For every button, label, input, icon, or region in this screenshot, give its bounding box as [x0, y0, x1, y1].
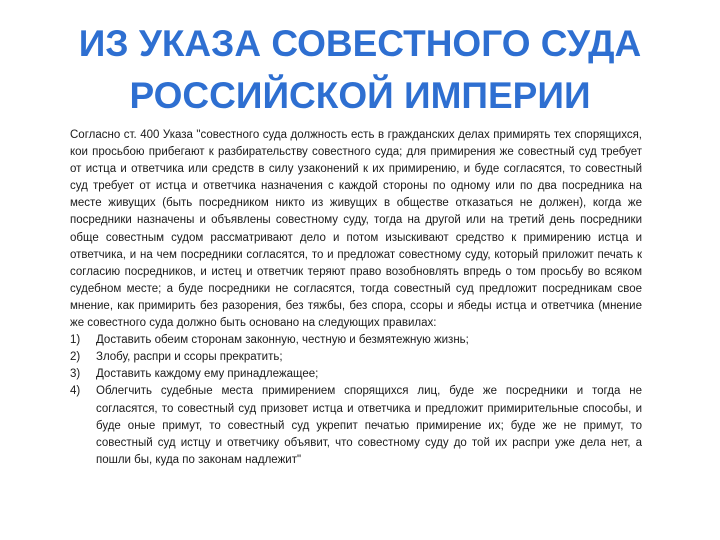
- rule-number: 2): [70, 351, 81, 364]
- rule-number: 1): [70, 334, 81, 347]
- rule-item-1: [70, 332, 642, 349]
- rule-number: 3): [70, 368, 81, 381]
- rule-text: Злобу, распри и ссоры прекратить;: [96, 351, 283, 364]
- slide-title: [40, 18, 680, 122]
- rule-item-3: [70, 366, 642, 383]
- slide-title-line-1: ИЗ УКАЗА СОВЕСТНОГО СУДА: [78, 23, 642, 64]
- rule-item-2: [70, 349, 642, 366]
- rule-number: 4): [70, 385, 81, 398]
- rule-text: Облегчить судебные места примирением спорящихся лиц, буде же посредники и тогда не согласятся, то совестный суд призовет истца и ответчика и предложит примирительные способы, и буде оные примут, то совестный суд укрепит печатью примирение их; буде же не примут, то совестный суд истцу и ответчику объявит, что совестному суду до той их распри уже дела нет, а пошли бы, куда по законам надлежит": [96, 385, 642, 466]
- slide-body: [70, 127, 642, 469]
- slide-title-line-2: РОССИЙСКОЙ ИМПЕРИИ: [129, 75, 591, 116]
- rule-item-4: [70, 383, 642, 468]
- intro-paragraph: Согласно ст. 400 Указа "совестного суда должность есть в гражданских делах примирять тех спорящихся, кои просьбою прибегают к разбирательству совестного суда; для примирения же совестный суд требует от истца и ответчика или средств в силу узаконений к их примирению, и буде согласятся, то совестный суд требует от истца и ответчика назначения с каждой стороны по одному или по два посредника на месте живущих (быть посредником никто из живущих в обществе отказаться не должен), когда же посредники назначены и объявлены совестному суду, тогда на другой или на третий день посредники обще совестным судом рассматривают дело и потом изыскивают средство к примирению истца и ответчика, и на чем посредники согласятся, то и предложат совестному суду, который приложит печать к согласию посредников, и истец и ответчик теряют право возобновлять впредь о том просьбу во всяком судебном месте; а буде посредники не согласятся, тогда совестный суд предложит посредникам свое мнение, как примирить без разорения, без тяжбы, без спора, ссоры и ябеды истца и ответчика (мнение же совестного суда должно быть основано на следующих правилах:: [70, 129, 642, 330]
- rule-text: Доставить обеим сторонам законную, честную и безмятежную жизнь;: [96, 334, 469, 347]
- rule-text: Доставить каждому ему принадлежащее;: [96, 368, 319, 381]
- rules-list: [70, 332, 642, 469]
